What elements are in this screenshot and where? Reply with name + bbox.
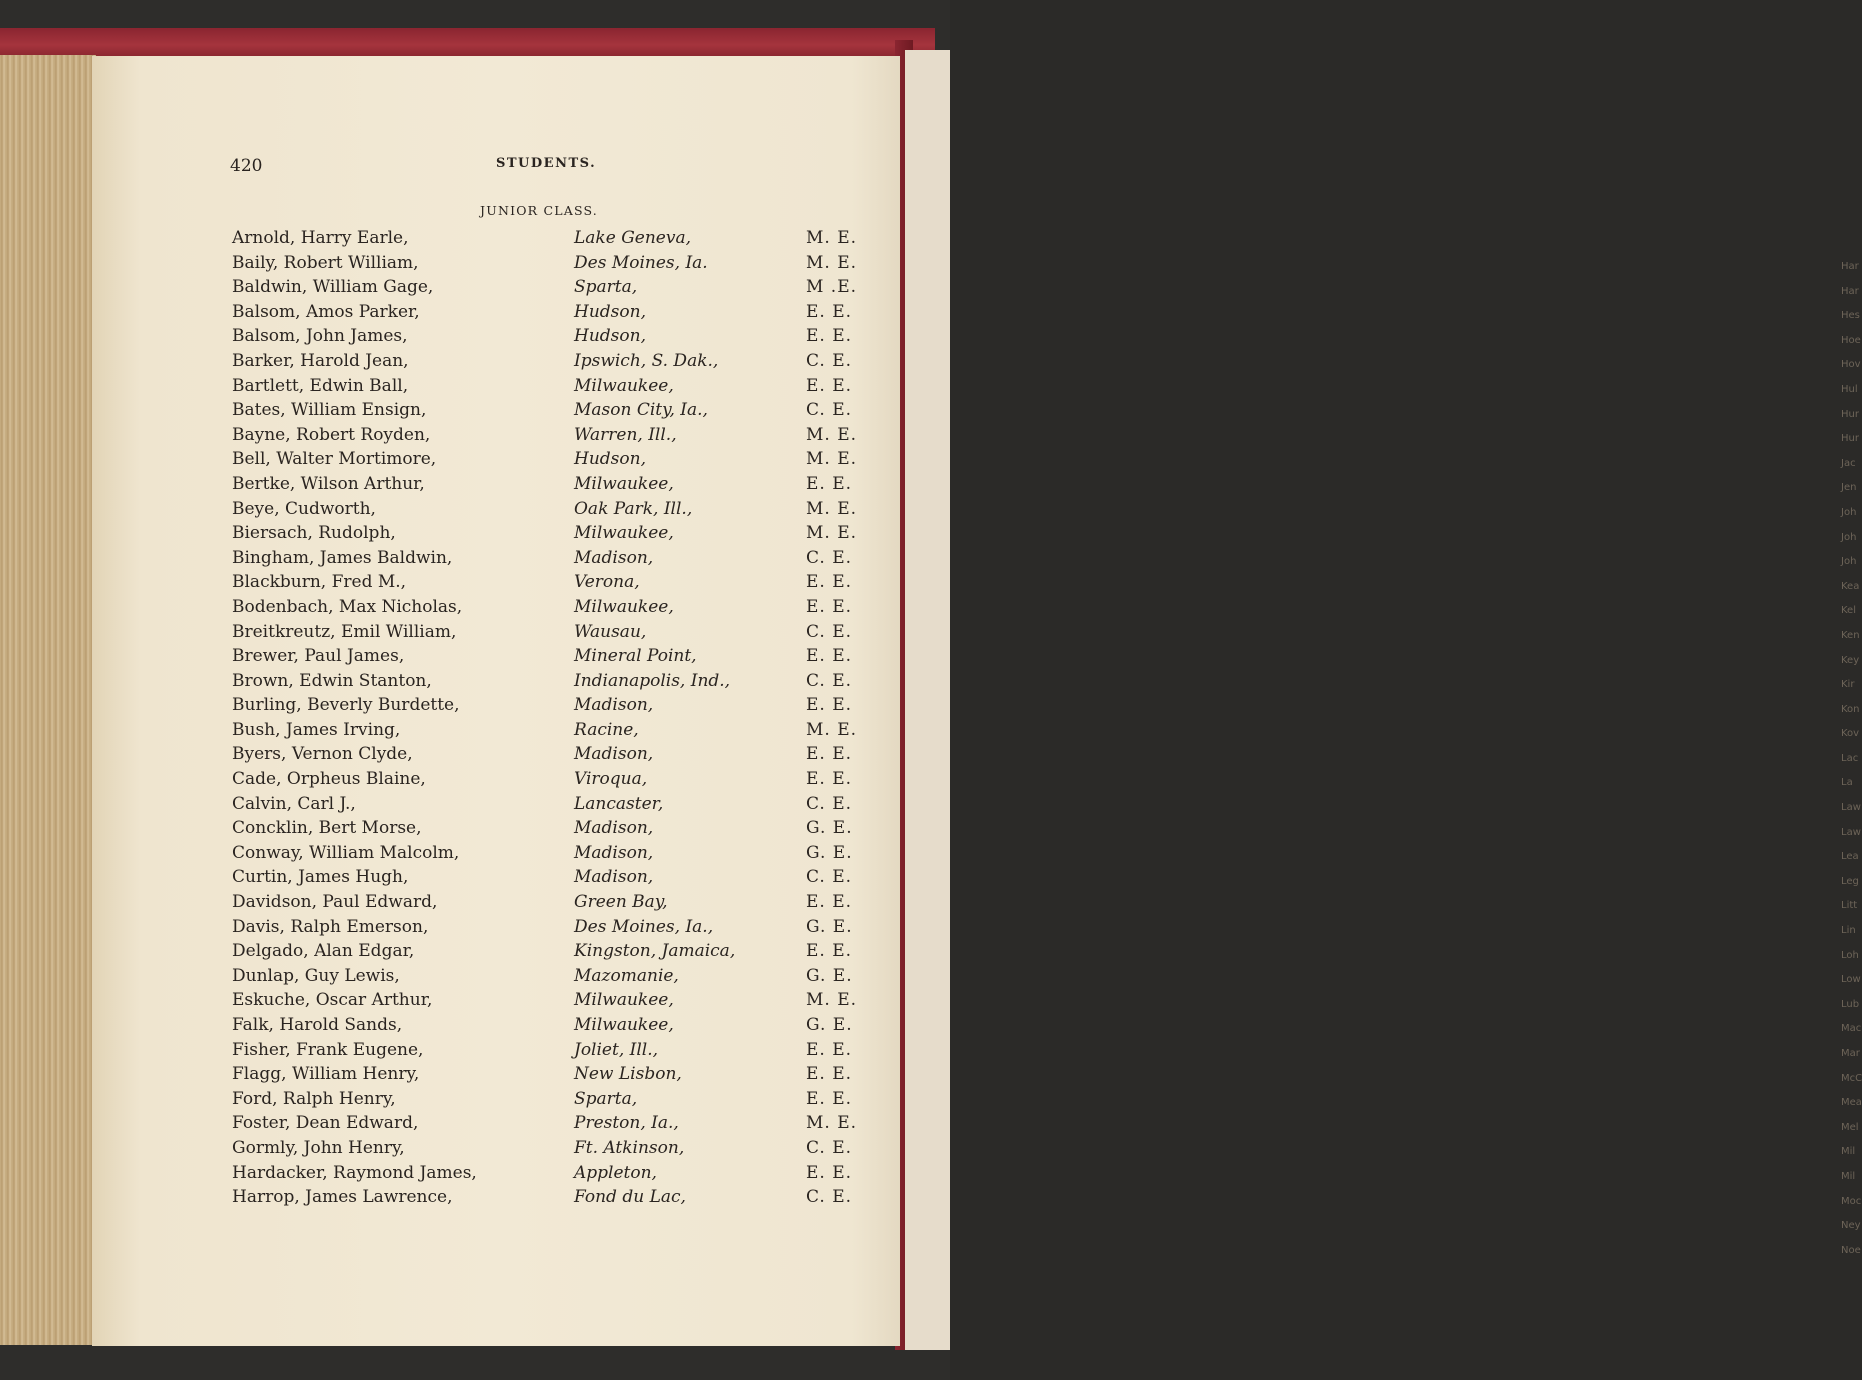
- student-name: Davis, Ralph Emerson,: [232, 916, 429, 937]
- student-course: M. E.: [806, 252, 858, 273]
- facing-page-fragment: Lac: [1841, 752, 1859, 764]
- student-town: Madison,: [574, 818, 654, 839]
- list-item: [0, 742, 950, 767]
- list-item: [0, 1013, 950, 1038]
- student-name: Concklin, Bert Morse,: [232, 818, 422, 839]
- facing-page-fragment: Har: [1841, 285, 1859, 297]
- facing-page-fragment: Joh: [1841, 531, 1857, 543]
- student-course: C. E.: [806, 793, 853, 814]
- student-name: Beye, Cudworth,: [232, 498, 376, 519]
- student-town: Hudson,: [574, 449, 646, 470]
- student-town: Madison,: [574, 842, 654, 863]
- student-name: Falk, Harold Sands,: [232, 1015, 403, 1035]
- student-name: Gormly, John Henry,: [232, 1137, 405, 1158]
- student-course: G. E.: [806, 916, 853, 937]
- facing-page-fragment: Law: [1841, 802, 1861, 814]
- student-name: Delgado, Alan Edgar,: [232, 941, 415, 962]
- list-item: [0, 521, 950, 546]
- student-course: G. E.: [806, 842, 853, 863]
- student-name: Bartlett, Edwin Ball,: [232, 375, 409, 396]
- student-name: Burling, Beverly Burdette,: [232, 695, 460, 716]
- facing-page-fragment: La: [1841, 777, 1853, 789]
- student-name: Foster, Dean Edward,: [232, 1113, 419, 1134]
- student-name: Bertke, Wilson Arthur,: [232, 473, 425, 494]
- list-item: [0, 275, 950, 300]
- student-course: C. E.: [806, 1137, 853, 1158]
- student-name: Bell, Walter Mortimore,: [232, 449, 437, 470]
- student-course: E. E.: [806, 646, 853, 667]
- student-town: Sparta,: [574, 1088, 638, 1109]
- student-town: Lancaster,: [574, 793, 664, 814]
- list-item: [0, 374, 950, 399]
- facing-page-fragment: Hoe: [1841, 334, 1861, 346]
- student-town: Milwaukee,: [574, 473, 674, 494]
- list-item: [0, 890, 950, 915]
- facing-page-fragment: Ney: [1841, 1220, 1861, 1232]
- student-town: Des Moines, Ia.: [574, 252, 708, 273]
- student-name: Bodenbach, Max Nicholas,: [232, 596, 463, 617]
- facing-page-fragment: Law: [1841, 826, 1861, 838]
- list-item: [0, 398, 950, 423]
- student-name: Dunlap, Guy Lewis,: [232, 965, 400, 986]
- list-item: [0, 718, 950, 743]
- facing-page-fragment: Leg: [1841, 875, 1859, 887]
- facing-page-fragment: Joh: [1841, 556, 1857, 568]
- running-head: STUDENTS.: [496, 156, 597, 171]
- class-heading: JUNIOR CLASS.: [480, 203, 598, 218]
- facing-page-fragment: Hul: [1841, 383, 1858, 395]
- student-name: Byers, Vernon Clyde,: [232, 744, 413, 765]
- student-course: G. E.: [806, 1015, 853, 1035]
- student-name: Brown, Edwin Stanton,: [232, 670, 432, 691]
- facing-page-fragment: Kov: [1841, 728, 1860, 740]
- student-course: E. E.: [806, 744, 853, 765]
- student-town: Joliet, Ill.,: [574, 1039, 659, 1060]
- student-course: C. E.: [806, 621, 853, 642]
- student-name: Arnold, Harry Earle,: [232, 228, 409, 248]
- facing-page-fragment: Mac: [1841, 1023, 1862, 1035]
- student-name: Fisher, Frank Eugene,: [232, 1039, 424, 1060]
- facing-page-fragment: McC: [1841, 1072, 1862, 1084]
- facing-page-fragment: Mea: [1841, 1097, 1862, 1109]
- student-town: Des Moines, Ia.,: [574, 916, 714, 937]
- facing-page-fragment: Lea: [1841, 851, 1859, 863]
- facing-page-fragment: Kea: [1841, 580, 1860, 592]
- student-name: Biersach, Rudolph,: [232, 523, 396, 544]
- list-item: [0, 669, 950, 694]
- student-course: E. E.: [806, 301, 853, 322]
- student-course: E. E.: [806, 892, 853, 913]
- list-item: [0, 1111, 950, 1136]
- list-item: [0, 497, 950, 522]
- student-town: New Lisbon,: [574, 1064, 682, 1085]
- student-town: Madison,: [574, 867, 654, 888]
- list-item: [0, 251, 950, 276]
- student-course: C. E.: [806, 400, 853, 421]
- student-town: Indianapolis, Ind.,: [574, 670, 731, 691]
- list-item: [0, 841, 950, 866]
- facing-page-fragment: Mil: [1841, 1146, 1856, 1158]
- student-course: C. E.: [806, 547, 853, 568]
- student-name: Balsom, John James,: [232, 326, 408, 347]
- facing-page-fragment: Jen: [1841, 482, 1857, 494]
- student-name: Eskuche, Oscar Arthur,: [232, 990, 433, 1011]
- student-town: Madison,: [574, 695, 654, 716]
- student-town: Green Bay,: [574, 892, 668, 913]
- student-town: Mineral Point,: [574, 646, 697, 667]
- student-name: Bates, William Ensign,: [232, 400, 427, 421]
- student-list: [0, 226, 950, 1210]
- student-course: E. E.: [806, 1064, 853, 1085]
- student-course: E. E.: [806, 941, 853, 962]
- student-town: Wausau,: [574, 621, 647, 642]
- student-town: Madison,: [574, 547, 654, 568]
- list-item: [0, 1062, 950, 1087]
- list-item: [0, 226, 950, 251]
- student-town: Milwaukee,: [574, 990, 674, 1011]
- student-name: Breitkreutz, Emil William,: [232, 621, 457, 642]
- student-course: E. E.: [806, 572, 853, 593]
- student-name: Bingham, James Baldwin,: [232, 547, 453, 568]
- student-course: C. E.: [806, 867, 853, 888]
- student-town: Preston, Ia.,: [574, 1113, 679, 1134]
- student-course: C. E.: [806, 1187, 853, 1208]
- list-item: [0, 865, 950, 890]
- facing-page-fragment: Noe: [1841, 1244, 1861, 1256]
- student-name: Baily, Robert William,: [232, 252, 419, 273]
- student-name: Ford, Ralph Henry,: [232, 1088, 396, 1109]
- student-town: Madison,: [574, 744, 654, 765]
- student-course: E. E.: [806, 473, 853, 494]
- student-town: Oak Park, Ill.,: [574, 498, 693, 519]
- student-town: Lake Geneva,: [574, 228, 691, 248]
- student-course: E. E.: [806, 1088, 853, 1109]
- student-course: E. E.: [806, 1039, 853, 1060]
- student-course: E. E.: [806, 1162, 853, 1183]
- student-course: M. E.: [806, 424, 858, 445]
- student-town: Hudson,: [574, 326, 646, 347]
- student-town: Ft. Atkinson,: [574, 1137, 685, 1158]
- student-town: Milwaukee,: [574, 523, 674, 544]
- facing-page-fragment: Low: [1841, 974, 1861, 986]
- student-name: Bayne, Robert Royden,: [232, 424, 431, 445]
- facing-page-fragment: Ken: [1841, 629, 1860, 641]
- student-town: Sparta,: [574, 277, 638, 298]
- list-item: [0, 792, 950, 817]
- student-name: Blackburn, Fred M.,: [232, 572, 407, 593]
- student-course: C. E.: [806, 670, 853, 691]
- list-item: [0, 816, 950, 841]
- list-item: [0, 915, 950, 940]
- facing-page-fragment: Lin: [1841, 925, 1856, 937]
- facing-page-fragment: Loh: [1841, 949, 1859, 961]
- student-name: Balsom, Amos Parker,: [232, 301, 420, 322]
- list-item: [0, 1136, 950, 1161]
- student-town: Milwaukee,: [574, 596, 674, 617]
- student-course: E. E.: [806, 596, 853, 617]
- student-course: C. E.: [806, 350, 853, 371]
- facing-page-fragment: Mar: [1841, 1048, 1860, 1059]
- facing-page-fragment: Lub: [1841, 998, 1860, 1010]
- student-course: G. E.: [806, 818, 853, 839]
- facing-page-fragment: Jac: [1841, 457, 1856, 469]
- student-course: M. E.: [806, 523, 858, 544]
- list-item: [0, 988, 950, 1013]
- student-town: Racine,: [574, 719, 639, 740]
- student-town: Fond du Lac,: [574, 1187, 686, 1208]
- student-town: Appleton,: [574, 1162, 657, 1183]
- facing-page-fragment: Mel: [1841, 1121, 1859, 1133]
- facing-page-fragment: Kir: [1841, 679, 1855, 691]
- list-item: [0, 644, 950, 669]
- page-number: 420: [230, 156, 263, 176]
- student-name: Curtin, James Hugh,: [232, 867, 409, 888]
- student-course: E. E.: [806, 695, 853, 716]
- student-name: Conway, William Malcolm,: [232, 842, 460, 863]
- facing-page-fragment: Har: [1841, 261, 1859, 272]
- student-town: Ipswich, S. Dak.,: [574, 350, 719, 371]
- facing-page-fragment: Moc: [1841, 1195, 1862, 1207]
- list-item: [0, 472, 950, 497]
- student-name: Baldwin, William Gage,: [232, 277, 434, 298]
- list-item: [0, 939, 950, 964]
- student-town: Milwaukee,: [574, 1015, 674, 1035]
- facing-page-fragment: Joh: [1841, 506, 1857, 518]
- student-course: M. E.: [806, 228, 858, 248]
- student-course: M. E.: [806, 449, 858, 470]
- facing-page-fragment: Mil: [1841, 1170, 1856, 1182]
- student-course: G. E.: [806, 965, 853, 986]
- list-item: [0, 620, 950, 645]
- list-item: [0, 570, 950, 595]
- student-name: Brewer, Paul James,: [232, 646, 405, 667]
- student-name: Cade, Orpheus Blaine,: [232, 769, 426, 790]
- student-town: Kingston, Jamaica,: [574, 941, 736, 962]
- student-course: M. E.: [806, 990, 858, 1011]
- list-item: [0, 964, 950, 989]
- student-town: Verona,: [574, 572, 640, 593]
- student-course: E. E.: [806, 375, 853, 396]
- facing-page-fragment: Key: [1841, 654, 1860, 666]
- student-name: Bush, James Irving,: [232, 719, 401, 740]
- facing-page-fragment: Hes: [1841, 310, 1860, 322]
- student-name: Davidson, Paul Edward,: [232, 892, 438, 913]
- student-town: Milwaukee,: [574, 375, 674, 396]
- student-course: M. E.: [806, 498, 858, 519]
- list-item: [0, 349, 950, 374]
- student-town: Mason City, Ia.,: [574, 400, 708, 421]
- list-item: [0, 693, 950, 718]
- list-item: [0, 1087, 950, 1112]
- facing-page-fragment: Hov: [1841, 359, 1861, 371]
- list-item: [0, 1161, 950, 1186]
- student-name: Barker, Harold Jean,: [232, 350, 409, 371]
- list-item: [0, 324, 950, 349]
- list-item: [0, 767, 950, 792]
- student-town: Mazomanie,: [574, 965, 679, 986]
- student-name: Harrop, James Lawrence,: [232, 1187, 453, 1208]
- student-course: E. E.: [806, 769, 853, 790]
- student-course: M .E.: [806, 277, 858, 298]
- list-item: [0, 300, 950, 325]
- student-town: Warren, Ill.,: [574, 424, 677, 445]
- student-name: Flagg, William Henry,: [232, 1064, 420, 1085]
- student-town: Hudson,: [574, 301, 646, 322]
- facing-page-fragment: Hur: [1841, 433, 1859, 445]
- student-town: Viroqua,: [574, 769, 648, 790]
- list-item: [0, 1038, 950, 1063]
- student-name: Calvin, Carl J.,: [232, 793, 356, 814]
- list-item: [0, 595, 950, 620]
- student-course: M. E.: [806, 719, 858, 740]
- facing-page-fragment: Kon: [1841, 703, 1860, 715]
- facing-page-fragment: Hur: [1841, 408, 1859, 420]
- list-item: [0, 447, 950, 472]
- student-course: E. E.: [806, 326, 853, 347]
- facing-page-fragment: Litt: [1841, 900, 1858, 912]
- facing-page-fragment: Kel: [1841, 605, 1856, 617]
- student-name: Hardacker, Raymond James,: [232, 1162, 477, 1183]
- list-item: [0, 423, 950, 448]
- list-item: [0, 546, 950, 571]
- facing-page-fragments: [1841, 255, 1862, 1263]
- student-course: M. E.: [806, 1113, 858, 1134]
- list-item: [0, 1185, 950, 1210]
